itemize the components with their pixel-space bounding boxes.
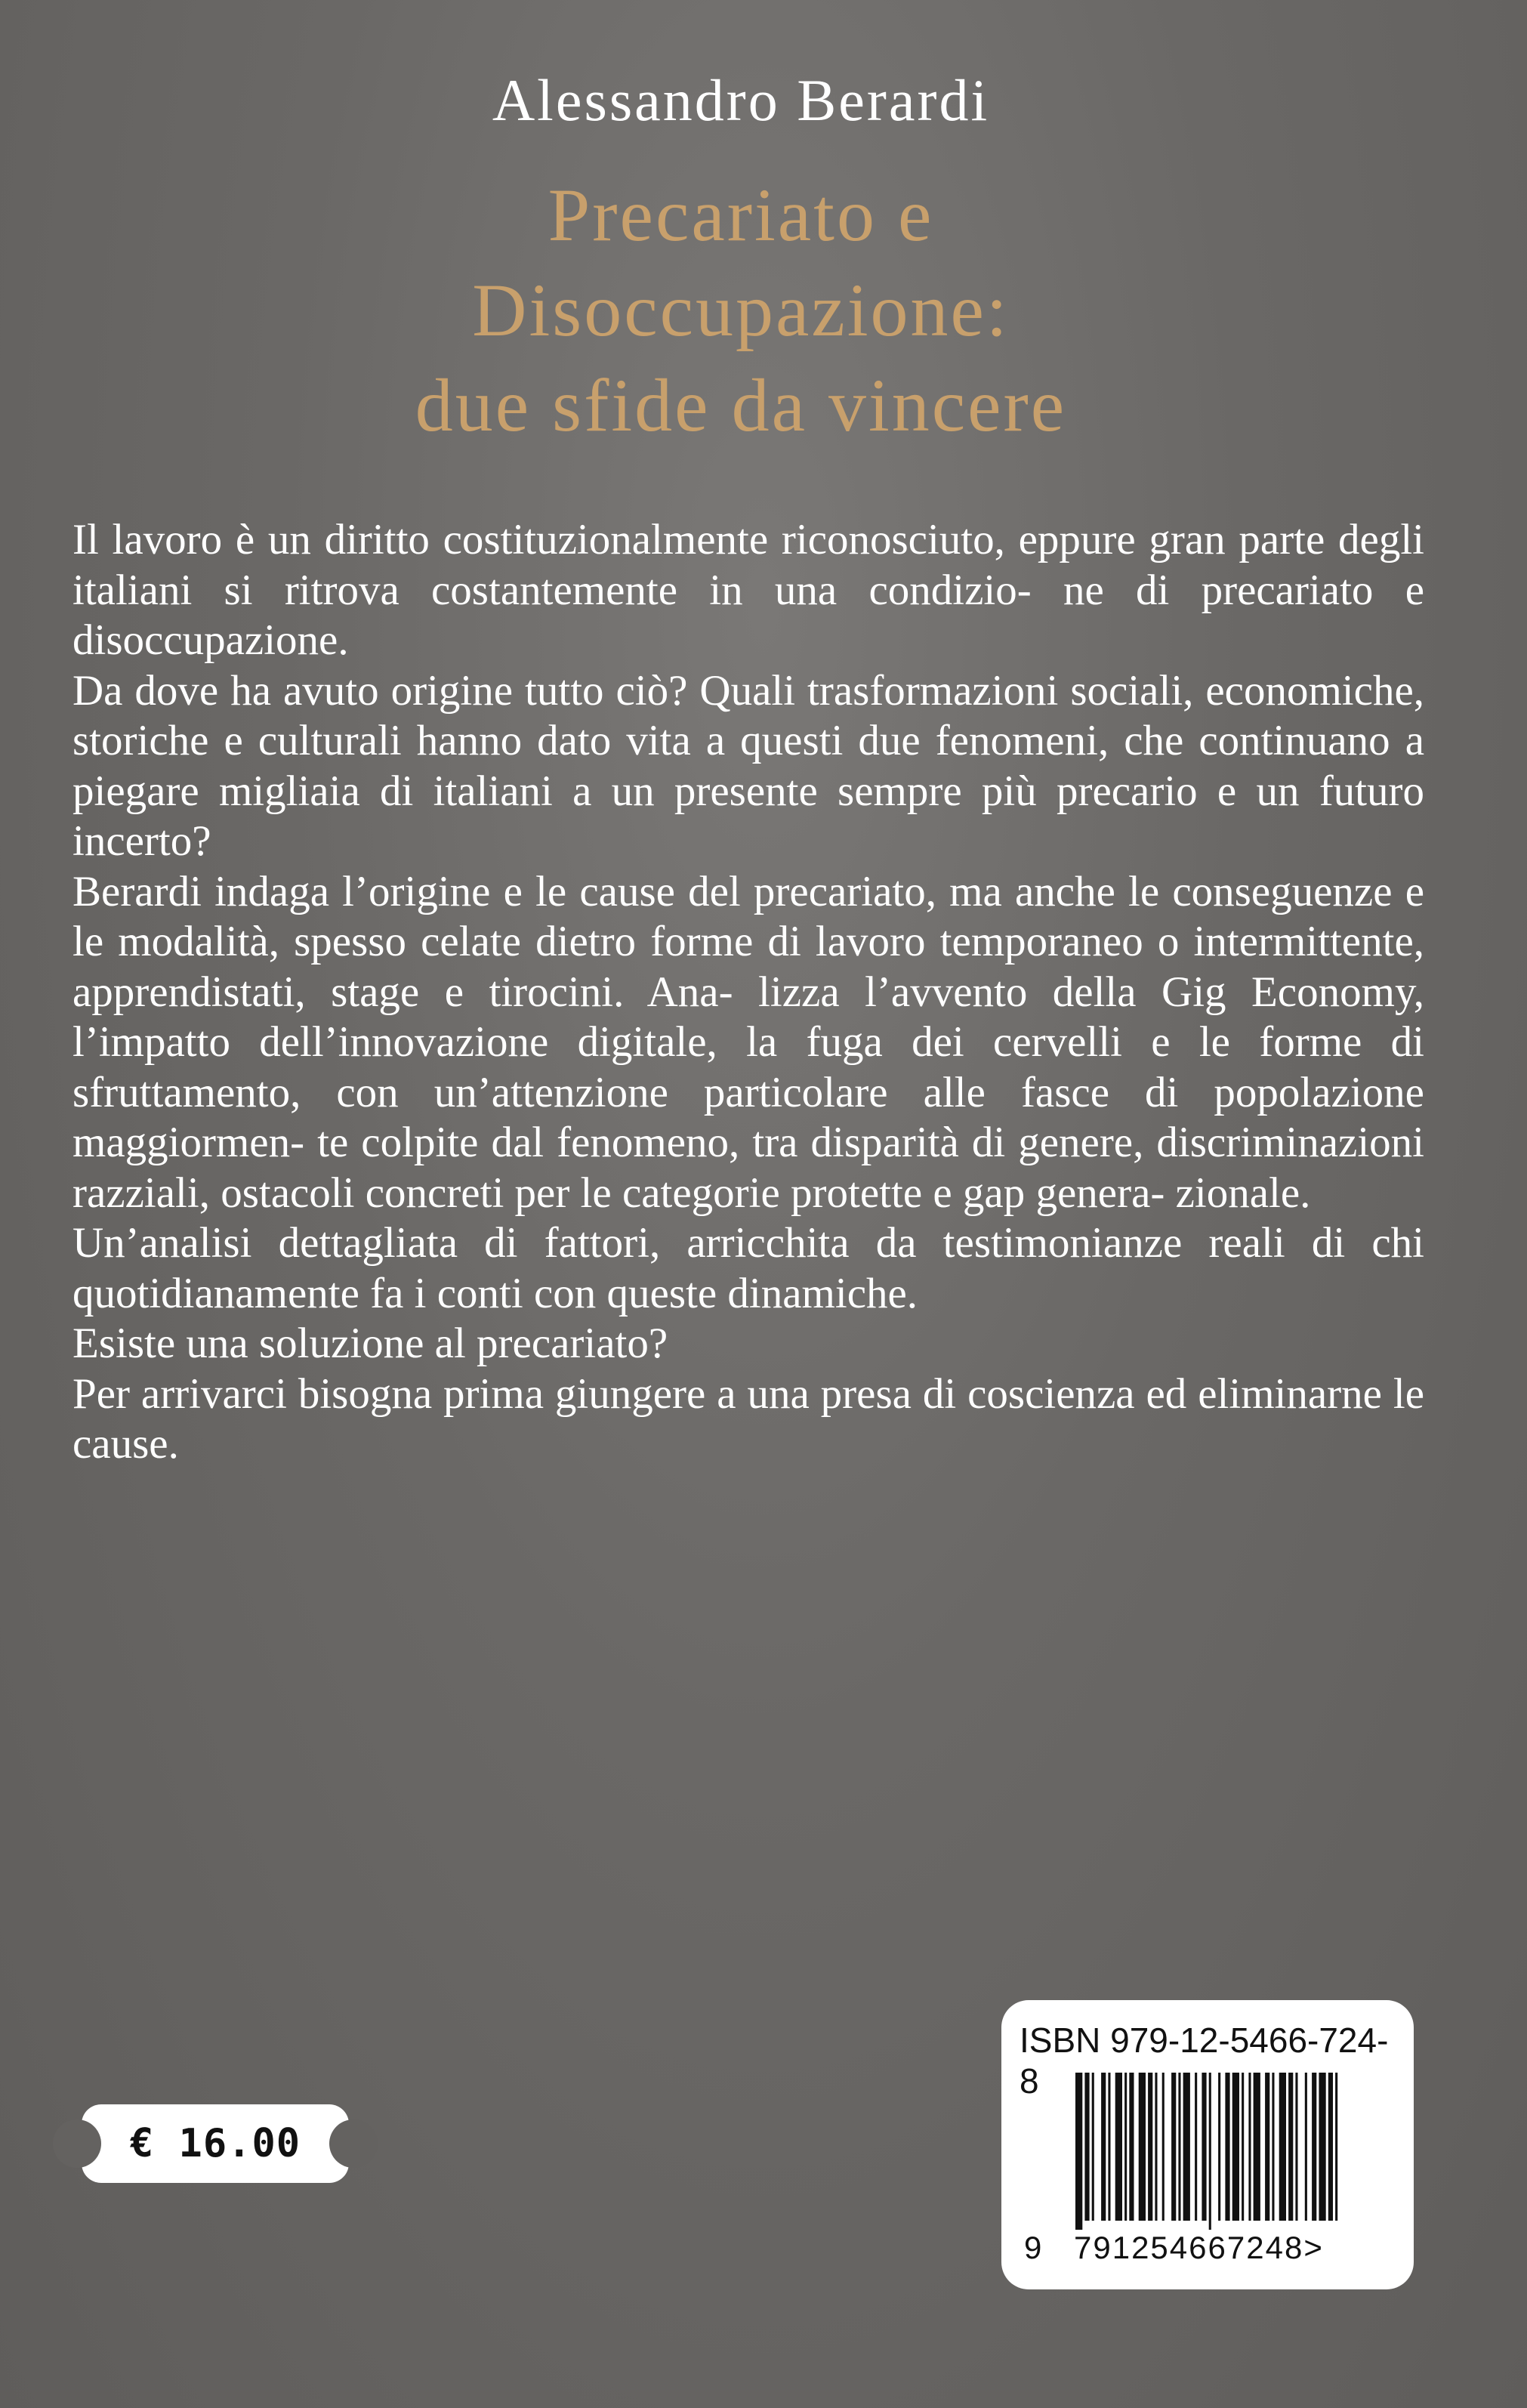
barcode-box [1001,2000,1414,2289]
barcode-icon [1075,2073,1347,2230]
barcode-bar [1225,2073,1229,2221]
barcode-bar [1232,2073,1239,2221]
barcode-bar [1305,2073,1307,2221]
barcode-bar [1171,2073,1176,2221]
barcode-bar [1218,2073,1220,2221]
barcode-bar [1195,2073,1197,2221]
barcode-bar [1272,2073,1274,2221]
barcode-bar [1092,2073,1094,2221]
barcode-bar [1115,2073,1122,2221]
blurb-paragraph: Il lavoro è un diritto costituzionalmente riconosciuto, eppure gran parte degli italiani si ritrova costantemente in una condizio- ne di precariato e disoccupazione. [72,516,1424,664]
barcode-bar [1295,2073,1297,2221]
barcode-bar [1108,2073,1110,2221]
barcode-bar [1265,2073,1269,2221]
barcode-bar [1242,2073,1244,2221]
barcode-bar [1279,2073,1286,2221]
barcode-digits-main: 791254667248 [1074,2230,1304,2265]
barcode-digit-first: 9 [1024,2230,1042,2265]
barcode-bar [1328,2073,1333,2221]
barcode-bar [1319,2073,1325,2221]
barcode-bar [1148,2073,1152,2221]
barcode-digits-rest [1074,2230,1324,2266]
blurb-text [72,515,1424,1470]
book-title [0,168,1482,453]
barcode-bar [1084,2073,1089,2221]
isbn-label: ISBN 979-12-5466-724-8 [1020,2021,1389,2101]
blurb-paragraph: Un’analisi dettagliata di fattori, arricchita da testimonianze reali di chi quotidianamente fa i conti con queste dinamiche. [72,1219,1424,1317]
title-line-3: due sfide da vincere [415,363,1067,447]
barcode-bar [1139,2073,1146,2221]
price-label: € 16.00 [129,2121,301,2166]
blurb-paragraph: Berardi indaga l’origine e le cause del precariato, ma anche le conseguenze e le modalità, spesso celate dietro forme di lavoro temporaneo o intermittente, apprendistati, stage e tirocini. Ana- lizza l’avvento della Gig Economy, l’impatto dell’innovazione digitale, la fuga dei cervelli e le forme di sfruttamento, con un’attenzione particolare alle fasce di popolazione maggiormen- te colpite dal fenomeno, tra disparità di genere, discriminazioni razziali, ostacoli concreti per le categorie protette e gap genera- zionale. [72,867,1424,1217]
barcode-arrow: > [1303,2230,1324,2265]
blurb-paragraph: Esiste una soluzione al precariato? [72,1320,668,1367]
barcode-bar [1312,2073,1316,2221]
barcode-bar [1129,2073,1134,2221]
barcode-bar [1202,2073,1206,2221]
barcode-bar [1178,2073,1180,2221]
barcode-bar [1209,2073,1211,2230]
title-line-2: Disoccupazione: [472,268,1010,352]
price-tag [82,2104,349,2183]
barcode-bar [1335,2073,1337,2221]
barcode-bar [1248,2073,1251,2221]
barcode-bar [1124,2073,1127,2221]
barcode-bar [1155,2073,1157,2221]
barcode-bar [1075,2073,1082,2230]
barcode-bar [1288,2073,1293,2221]
blurb-paragraph: Da dove ha avuto origine tutto ciò? Quali trasformazioni sociali, economiche, storiche e culturali hanno dato vita a questi due fenomeni, che continuano a piegare migliaia di italiani a un presente sempre più precario e un futuro incerto? [72,666,1424,865]
barcode-bar [1162,2073,1165,2221]
barcode-bar [1101,2073,1106,2221]
barcode-bar [1183,2073,1190,2221]
author-name: Alessandro Berardi [492,67,990,133]
title-line-1: Precariato e [548,173,934,257]
blurb-paragraph: Per arrivarci bisogna prima giungere a una presa di coscienza ed eliminarne le cause. [72,1369,1424,1468]
barcode-bar [1254,2073,1260,2221]
